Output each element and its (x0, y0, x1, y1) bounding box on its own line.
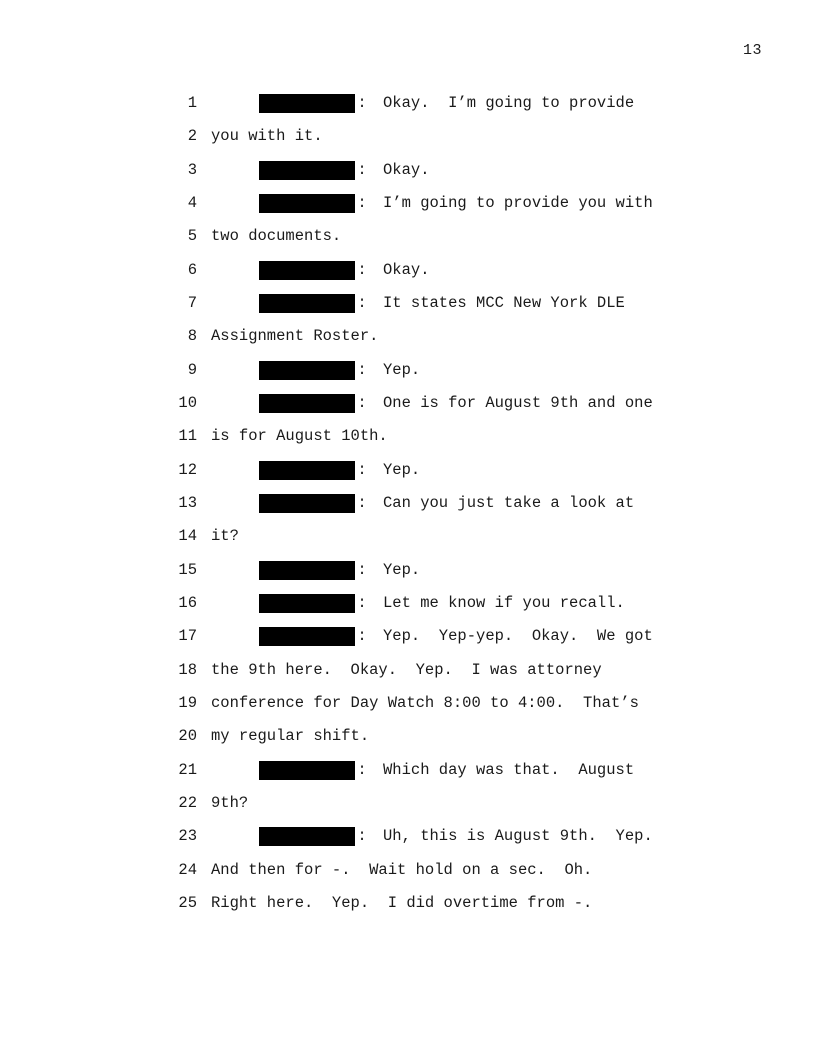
line-number: 12 (178, 460, 197, 479)
speaker-colon: : (357, 460, 367, 479)
line-number: 8 (187, 327, 197, 346)
speaker-colon: : (357, 827, 367, 846)
transcript-line (170, 87, 730, 120)
transcript-line (170, 654, 730, 687)
redacted-speaker-name (259, 161, 355, 180)
speaker-colon: : (357, 193, 367, 212)
speaker-entry (259, 187, 653, 220)
transcript-line (170, 720, 730, 753)
speech-text: Yep. Yep-yep. Okay. We got (383, 627, 653, 646)
redacted-speaker-name (259, 594, 355, 613)
page-number: 13 (742, 42, 762, 59)
speaker-entry (259, 387, 653, 420)
speaker-entry (259, 87, 634, 120)
redacted-speaker-name (259, 361, 355, 380)
line-number: 9 (187, 360, 197, 379)
line-number: 21 (178, 760, 197, 779)
speaker-entry (259, 254, 430, 287)
speaker-entry (259, 620, 653, 653)
transcript-line (170, 620, 730, 653)
redacted-speaker-name (259, 394, 355, 413)
speaker-colon: : (357, 260, 367, 279)
speaker-colon: : (357, 627, 367, 646)
speaker-colon: : (357, 293, 367, 312)
line-number: 7 (187, 293, 197, 312)
speech-text: One is for August 9th and one (383, 393, 653, 412)
transcript-body (170, 87, 730, 920)
redacted-speaker-name (259, 194, 355, 213)
continuation-text: Assignment Roster. (211, 327, 379, 346)
continuation-text: the 9th here. Okay. Yep. I was attorney (211, 660, 602, 679)
transcript-line (170, 687, 730, 720)
line-number: 11 (178, 427, 197, 446)
transcript-line (170, 254, 730, 287)
line-number: 23 (178, 827, 197, 846)
speech-text: It states MCC New York DLE (383, 293, 625, 312)
line-number: 18 (178, 660, 197, 679)
transcript-line (170, 420, 730, 453)
transcript-line (170, 787, 730, 820)
transcript-line (170, 820, 730, 853)
speaker-colon: : (357, 360, 367, 379)
continuation-text: 9th? (211, 793, 249, 812)
line-number: 4 (187, 193, 197, 212)
continuation-text: Right here. Yep. I did overtime from -. (211, 893, 593, 912)
transcript-line (170, 387, 730, 420)
continuation-text: two documents. (211, 227, 342, 246)
redacted-speaker-name (259, 494, 355, 513)
redacted-speaker-name (259, 94, 355, 113)
transcript-line (170, 187, 730, 220)
line-number: 2 (187, 127, 197, 146)
line-number: 20 (178, 727, 197, 746)
transcript-line (170, 220, 730, 253)
speaker-colon: : (357, 560, 367, 579)
speaker-colon: : (357, 160, 367, 179)
transcript-line (170, 320, 730, 353)
line-number: 15 (178, 560, 197, 579)
speaker-entry (259, 454, 420, 487)
line-number: 17 (178, 627, 197, 646)
speaker-entry (259, 820, 653, 853)
speaker-entry (259, 554, 420, 587)
redacted-speaker-name (259, 294, 355, 313)
speaker-colon: : (357, 593, 367, 612)
continuation-text: you with it. (211, 127, 323, 146)
redacted-speaker-name (259, 261, 355, 280)
transcript-line (170, 587, 730, 620)
speaker-entry (259, 754, 634, 787)
line-number: 13 (178, 493, 197, 512)
line-number: 3 (187, 160, 197, 179)
continuation-text: my regular shift. (211, 727, 370, 746)
transcript-line (170, 287, 730, 320)
line-number: 1 (187, 94, 197, 112)
redacted-speaker-name (259, 761, 355, 780)
continuation-text: is for August 10th. (211, 427, 388, 446)
line-number: 16 (178, 593, 197, 612)
speech-text: Yep. (383, 360, 421, 379)
line-number: 25 (178, 893, 197, 912)
speech-text: Okay. (383, 160, 430, 179)
speaker-entry (259, 587, 625, 620)
speaker-entry (259, 487, 634, 520)
line-number: 5 (187, 227, 197, 246)
continuation-text: conference for Day Watch 8:00 to 4:00. That’s (211, 693, 639, 712)
speech-text: Which day was that. August (383, 760, 635, 779)
speaker-colon: : (357, 393, 367, 412)
transcript-line (170, 854, 730, 887)
line-number: 22 (178, 793, 197, 812)
transcript-line (170, 887, 730, 920)
line-number: 24 (178, 860, 197, 879)
transcript-line (170, 520, 730, 553)
transcript-line (170, 454, 730, 487)
continuation-text: it? (211, 527, 239, 546)
transcript-line (170, 154, 730, 187)
speaker-colon: : (357, 94, 367, 112)
speech-text: Uh, this is August 9th. Yep. (383, 827, 653, 846)
line-number: 14 (178, 527, 197, 546)
speaker-entry (259, 154, 430, 187)
speaker-colon: : (357, 760, 367, 779)
speech-text: I’m going to provide you with (383, 193, 653, 212)
transcript-line (170, 354, 730, 387)
redacted-speaker-name (259, 627, 355, 646)
speech-text: Yep. (383, 560, 421, 579)
transcript-line (170, 487, 730, 520)
speaker-entry (259, 287, 625, 320)
line-number: 6 (187, 260, 197, 279)
redacted-speaker-name (259, 827, 355, 846)
line-number: 10 (178, 393, 197, 412)
transcript-line (170, 120, 730, 153)
redacted-speaker-name (259, 561, 355, 580)
speech-text: Can you just take a look at (383, 493, 635, 512)
continuation-text: And then for -. Wait hold on a sec. Oh. (211, 860, 593, 879)
redacted-speaker-name (259, 461, 355, 480)
speech-text: Okay. I’m going to provide (383, 94, 635, 112)
line-number: 19 (178, 693, 197, 712)
speech-text: Let me know if you recall. (383, 593, 625, 612)
transcript-line (170, 754, 730, 787)
transcript-line (170, 554, 730, 587)
speaker-entry (259, 354, 420, 387)
speech-text: Okay. (383, 260, 430, 279)
speaker-colon: : (357, 493, 367, 512)
speech-text: Yep. (383, 460, 421, 479)
